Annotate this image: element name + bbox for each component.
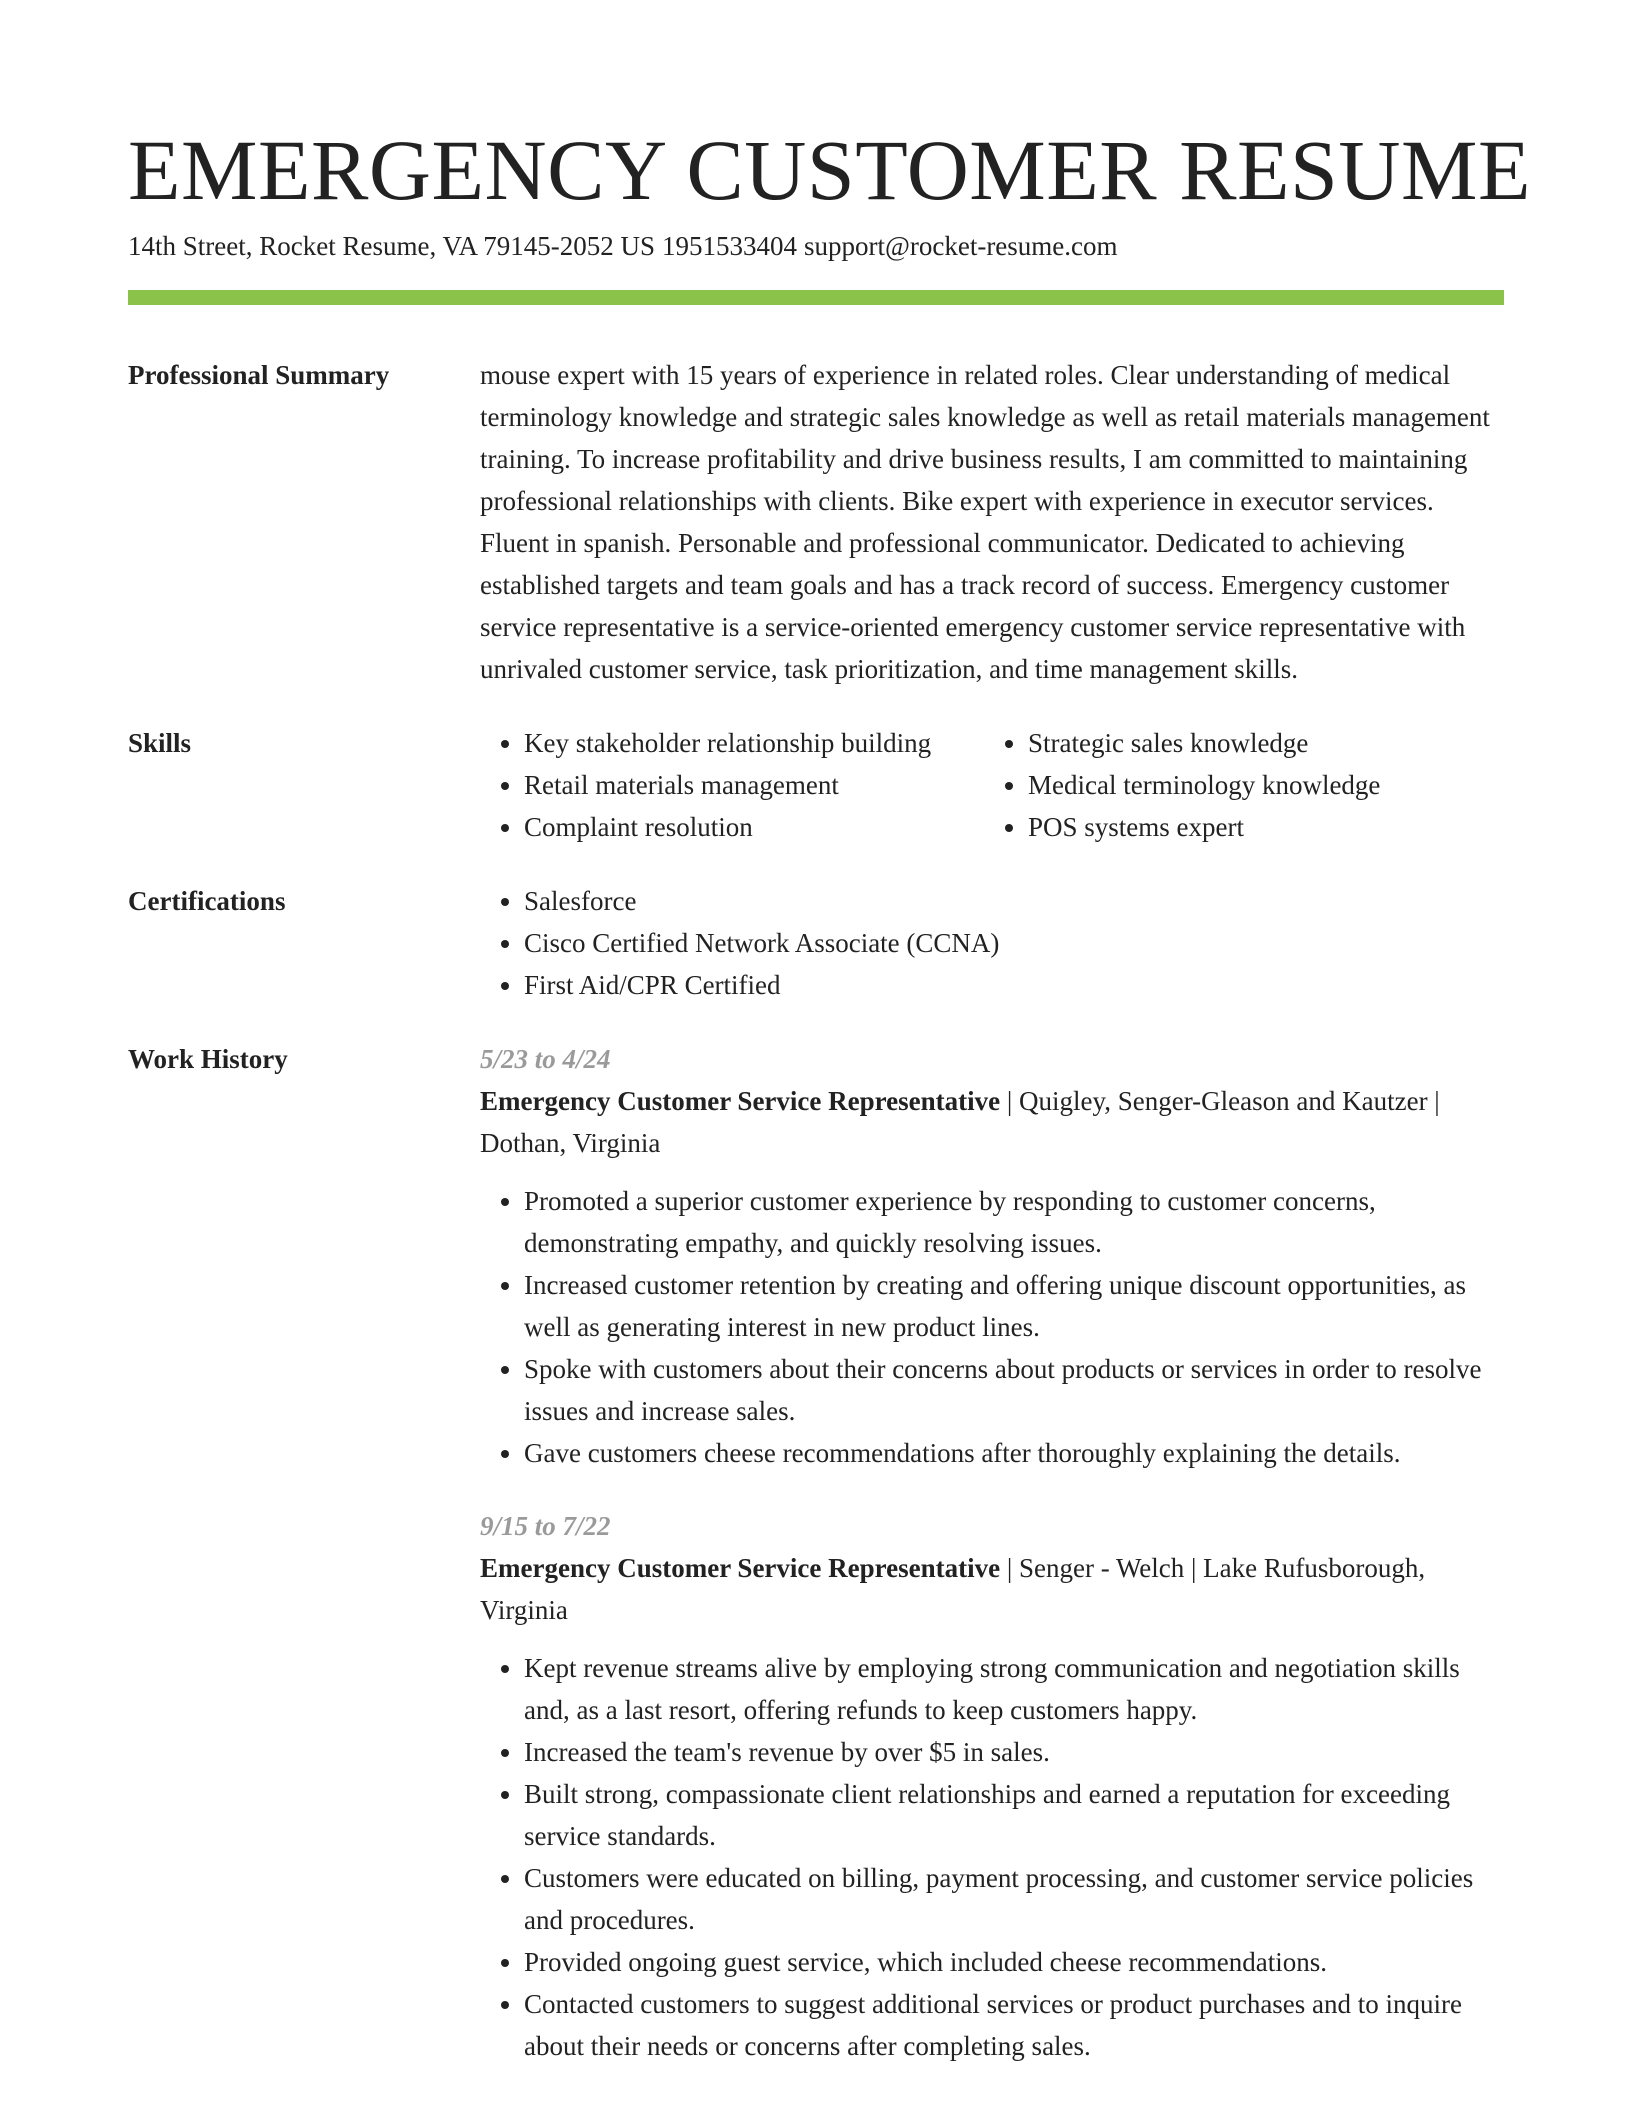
skills-list-left [480,722,984,848]
skill-item: • Key stakeholder relationship building [524,722,984,764]
job-bullet: • Gave customers cheese recommendations after thoroughly explaining the details. [524,1432,1504,1474]
job-employer-location: | Senger - Welch | Lake Rufusborough, Virginia [480,1553,1426,1625]
contact-line [128,228,1504,264]
job-bullets [480,1647,1504,2067]
certifications-section [128,880,1504,1006]
work-history-section [128,1038,1504,2067]
job-entry [480,1505,1504,2067]
certification-item: • Cisco Certified Network Associate (CCNA) [524,922,1504,964]
resume-page [128,0,1531,2067]
certification-item: • First Aid/CPR Certified [524,964,1504,1006]
section-label: Skills [128,728,192,758]
job-bullet: • Increased customer retention by creating and offering unique discount opportunities, as well as generating interest in new product lines. [524,1264,1504,1348]
professional-summary-section [128,354,1504,690]
certifications-list [480,880,1504,1006]
contact-address: 14th Street, Rocket Resume, VA 79145-2052 US [128,231,655,261]
job-dates: 9/15 to 7/22 [480,1511,611,1541]
skills-list-right [984,722,1504,848]
job-title: Emergency Customer Service Representative [480,1086,1001,1116]
header-divider [128,290,1504,305]
job-bullet: • Provided ongoing guest service, which included cheese recommendations. [524,1941,1504,1983]
job-bullets [480,1180,1504,1474]
job-heading [480,1547,1504,1631]
resume-title: EMERGENCY CUSTOMER RESUME [128,122,1531,218]
job-title: Emergency Customer Service Representative [480,1553,1001,1583]
job-bullet: • Increased the team's revenue by over $5 in sales. [524,1731,1504,1773]
section-label: Work History [128,1044,288,1074]
contact-phone: 1951533404 [662,231,797,261]
skill-item: • Strategic sales knowledge [1028,722,1504,764]
job-bullet: • Contacted customers to suggest additional services or product purchases and to inquire about their needs or concerns after completing sales. [524,1983,1504,2067]
section-label: Professional Summary [128,360,390,390]
skills-section [128,722,1504,848]
job-bullet: • Promoted a superior customer experience by responding to customer concerns, demonstrating empathy, and quickly resolving issues. [524,1180,1504,1264]
job-bullet: • Spoke with customers about their concerns about products or services in order to resolve issues and increase sales. [524,1348,1504,1432]
job-bullet: • Customers were educated on billing, payment processing, and customer service policies and procedures. [524,1857,1504,1941]
section-label: Certifications [128,886,286,916]
job-heading [480,1080,1504,1164]
certification-item: • Salesforce [524,880,1504,922]
job-entry [480,1038,1504,1474]
job-dates: 5/23 to 4/24 [480,1044,611,1074]
job-employer-location: | Quigley, Senger-Gleason and Kautzer | Dothan, Virginia [480,1086,1440,1158]
skill-item: • Medical terminology knowledge [1028,764,1504,806]
skill-item: • Complaint resolution [524,806,984,848]
contact-email: support@rocket-resume.com [804,231,1118,261]
summary-text: mouse expert with 15 years of experience in related roles. Clear understanding of medical terminology knowledge and strategic sales knowledge as well as retail materials management training. To increase profitability and drive business results, I am committed to maintaining professional relationships with clients. Bike expert with experience in executor services. Fluent in spanish. Personable and professional communicator. Dedicated to achieving established targets and team goals and has a track record of success. Emergency customer service representative is a service-oriented emergency customer service representative with unrivaled customer service, task prioritization, and time management skills. [480,360,1490,684]
skill-item: • Retail materials management [524,764,984,806]
job-bullet: • Kept revenue streams alive by employing strong communication and negotiation skills and, as a last resort, offering refunds to keep customers happy. [524,1647,1504,1731]
skill-item: • POS systems expert [1028,806,1504,848]
job-bullet: • Built strong, compassionate client relationships and earned a reputation for exceeding service standards. [524,1773,1504,1857]
